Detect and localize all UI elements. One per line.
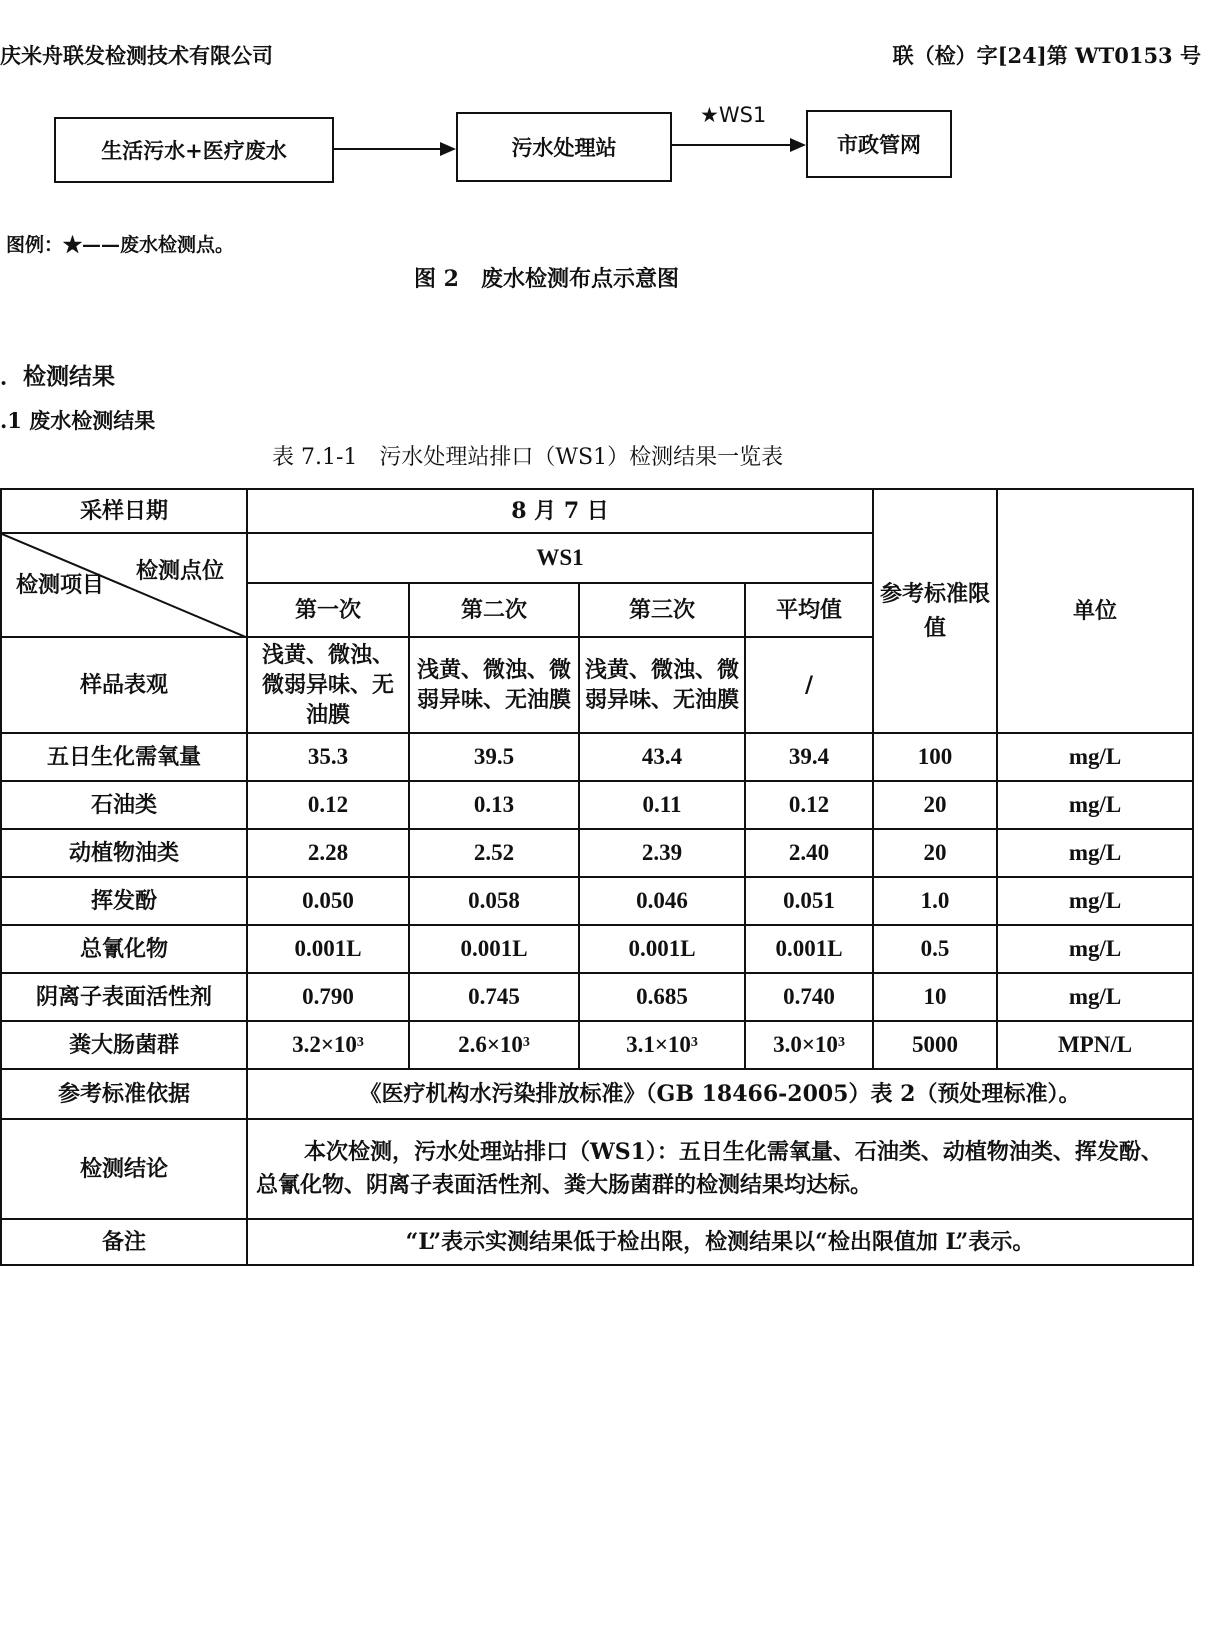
monitoring-point-label: ★WS1 bbox=[700, 103, 767, 127]
value-cell bbox=[579, 1021, 745, 1069]
value-cell: 0.685 bbox=[579, 973, 745, 1021]
limit-cell: 20 bbox=[873, 829, 997, 877]
value-cell: 0.001L bbox=[579, 925, 745, 973]
col-header-third: 第三次 bbox=[579, 583, 745, 637]
item-name: 五日生化需氧量 bbox=[1, 733, 247, 781]
basis-label: 参考标准依据 bbox=[1, 1069, 247, 1119]
value-cell: 0.745 bbox=[409, 973, 579, 1021]
limit-cell: 5000 bbox=[873, 1021, 997, 1069]
table-row bbox=[1, 877, 1193, 925]
table-row bbox=[1, 973, 1193, 1021]
value-cell: 43.4 bbox=[579, 733, 745, 781]
value-cell bbox=[409, 1021, 579, 1069]
value-base: 3.2×10 bbox=[292, 1032, 357, 1057]
value-exponent: 3 bbox=[690, 1035, 698, 1050]
flow-box-municipal-label: 市政管网 bbox=[837, 132, 921, 157]
report-number: 联（检）字[24]第 WT0153 号 bbox=[892, 43, 1201, 68]
flow-arrowhead-1 bbox=[440, 142, 456, 156]
item-name: 粪大肠菌群 bbox=[1, 1021, 247, 1069]
value-cell: 0.12 bbox=[247, 781, 409, 829]
basis-text: 《医疗机构水污染排放标准》（GB 18466-2005）表 2（预处理标准）。 bbox=[247, 1069, 1193, 1119]
average-cell: 0.740 bbox=[745, 973, 873, 1021]
item-name: 阴离子表面活性剂 bbox=[1, 973, 247, 1021]
flow-box-station-label: 污水处理站 bbox=[511, 135, 617, 160]
legend: 图例：★——废水检测点。 bbox=[6, 234, 235, 256]
conclusion-text bbox=[247, 1119, 1193, 1219]
value-cell bbox=[247, 1021, 409, 1069]
value-base: 2.6×10 bbox=[458, 1032, 523, 1057]
unit-cell: mg/L bbox=[997, 733, 1193, 781]
value-cell: 0.13 bbox=[409, 781, 579, 829]
col-header-second: 第二次 bbox=[409, 583, 579, 637]
unit-cell: mg/L bbox=[997, 781, 1193, 829]
table-row bbox=[1, 925, 1193, 973]
limit-cell: 0.5 bbox=[873, 925, 997, 973]
table-row bbox=[1, 1069, 1193, 1119]
point-label: 检测点位 bbox=[135, 558, 224, 584]
appearance-value: 浅黄、微浊、微弱异味、无油膜 bbox=[579, 637, 745, 733]
sampling-date: 8 月 7 日 bbox=[247, 489, 873, 533]
table-caption: 表 7.1-1 污水处理站排口（WS1）检测结果一览表 bbox=[272, 445, 784, 470]
flow-arrow-2 bbox=[672, 144, 794, 146]
table-row bbox=[1, 1119, 1193, 1219]
value-cell: 2.39 bbox=[579, 829, 745, 877]
flow-box-source bbox=[54, 117, 334, 183]
value-cell: 0.11 bbox=[579, 781, 745, 829]
note-label: 备注 bbox=[1, 1219, 247, 1265]
note-text: “L”表示实测结果低于检出限，检测结果以“检出限值加 L”表示。 bbox=[247, 1219, 1193, 1265]
average-cell bbox=[745, 1021, 873, 1069]
average-cell: 0.001L bbox=[745, 925, 873, 973]
unit-cell: mg/L bbox=[997, 925, 1193, 973]
item-label: 检测项目 bbox=[16, 572, 105, 598]
value-base: 3.0×10 bbox=[773, 1032, 838, 1057]
flow-box-municipal bbox=[806, 110, 952, 178]
item-name: 总氰化物 bbox=[1, 925, 247, 973]
value-cell: 0.001L bbox=[409, 925, 579, 973]
sampling-date-label: 采样日期 bbox=[1, 489, 247, 533]
value-cell: 0.046 bbox=[579, 877, 745, 925]
limit-header: 参考标准限值 bbox=[873, 489, 997, 733]
value-base: 3.1×10 bbox=[626, 1032, 691, 1057]
item-name: 挥发酚 bbox=[1, 877, 247, 925]
company-name: 庆米舟联发检测技术有限公司 bbox=[0, 43, 273, 68]
appearance-label: 样品表观 bbox=[1, 637, 247, 733]
unit-header: 单位 bbox=[997, 489, 1193, 733]
item-name: 动植物油类 bbox=[1, 829, 247, 877]
diagonal-header-cell bbox=[1, 533, 247, 637]
table-row bbox=[1, 781, 1193, 829]
appearance-value: 浅黄、微浊、微弱异味、无油膜 bbox=[247, 637, 409, 733]
table-row bbox=[1, 1021, 1193, 1069]
value-cell: 2.28 bbox=[247, 829, 409, 877]
appearance-value: / bbox=[745, 637, 873, 733]
value-cell: 0.790 bbox=[247, 973, 409, 1021]
subsection-title: .1 废水检测结果 bbox=[0, 408, 156, 433]
limit-cell: 20 bbox=[873, 781, 997, 829]
flow-box-station bbox=[456, 112, 672, 182]
average-cell: 2.40 bbox=[745, 829, 873, 877]
average-cell: 39.4 bbox=[745, 733, 873, 781]
table-row bbox=[1, 733, 1193, 781]
col-header-first: 第一次 bbox=[247, 583, 409, 637]
flow-box-source-label: 生活污水+医疗废水 bbox=[101, 138, 287, 163]
flow-arrowhead-2 bbox=[790, 138, 806, 152]
item-name: 石油类 bbox=[1, 781, 247, 829]
table-row bbox=[1, 489, 1193, 533]
average-cell: 0.12 bbox=[745, 781, 873, 829]
value-exponent: 3 bbox=[522, 1035, 530, 1050]
section-title: ．检测结果 bbox=[0, 363, 115, 390]
unit-cell: MPN/L bbox=[997, 1021, 1193, 1069]
conclusion-label: 检测结论 bbox=[1, 1119, 247, 1219]
table-row bbox=[1, 829, 1193, 877]
conclusion-body: 本次检测，污水处理站排口（WS1）：五日生化需氧量、石油类、动植物油类、挥发酚、总氰化物、阴离子表面活性剂、粪大肠菌群的检测结果均达标。 bbox=[256, 1139, 1163, 1198]
average-cell: 0.051 bbox=[745, 877, 873, 925]
value-cell: 39.5 bbox=[409, 733, 579, 781]
unit-cell: mg/L bbox=[997, 829, 1193, 877]
point-code: WS1 bbox=[247, 533, 873, 583]
limit-cell: 1.0 bbox=[873, 877, 997, 925]
value-cell: 0.001L bbox=[247, 925, 409, 973]
value-exponent: 3 bbox=[356, 1035, 364, 1050]
unit-cell: mg/L bbox=[997, 877, 1193, 925]
limit-cell: 100 bbox=[873, 733, 997, 781]
appearance-value: 浅黄、微浊、微弱异味、无油膜 bbox=[409, 637, 579, 733]
value-cell: 2.52 bbox=[409, 829, 579, 877]
value-cell: 35.3 bbox=[247, 733, 409, 781]
results-table bbox=[0, 488, 1194, 1266]
unit-cell: mg/L bbox=[997, 973, 1193, 1021]
table-row bbox=[1, 1219, 1193, 1265]
col-header-average: 平均值 bbox=[745, 583, 873, 637]
value-exponent: 3 bbox=[837, 1035, 845, 1050]
value-cell: 0.050 bbox=[247, 877, 409, 925]
figure-caption: 图 2 废水检测布点示意图 bbox=[414, 266, 679, 292]
value-cell: 0.058 bbox=[409, 877, 579, 925]
flow-arrow-1 bbox=[334, 148, 444, 150]
limit-cell: 10 bbox=[873, 973, 997, 1021]
